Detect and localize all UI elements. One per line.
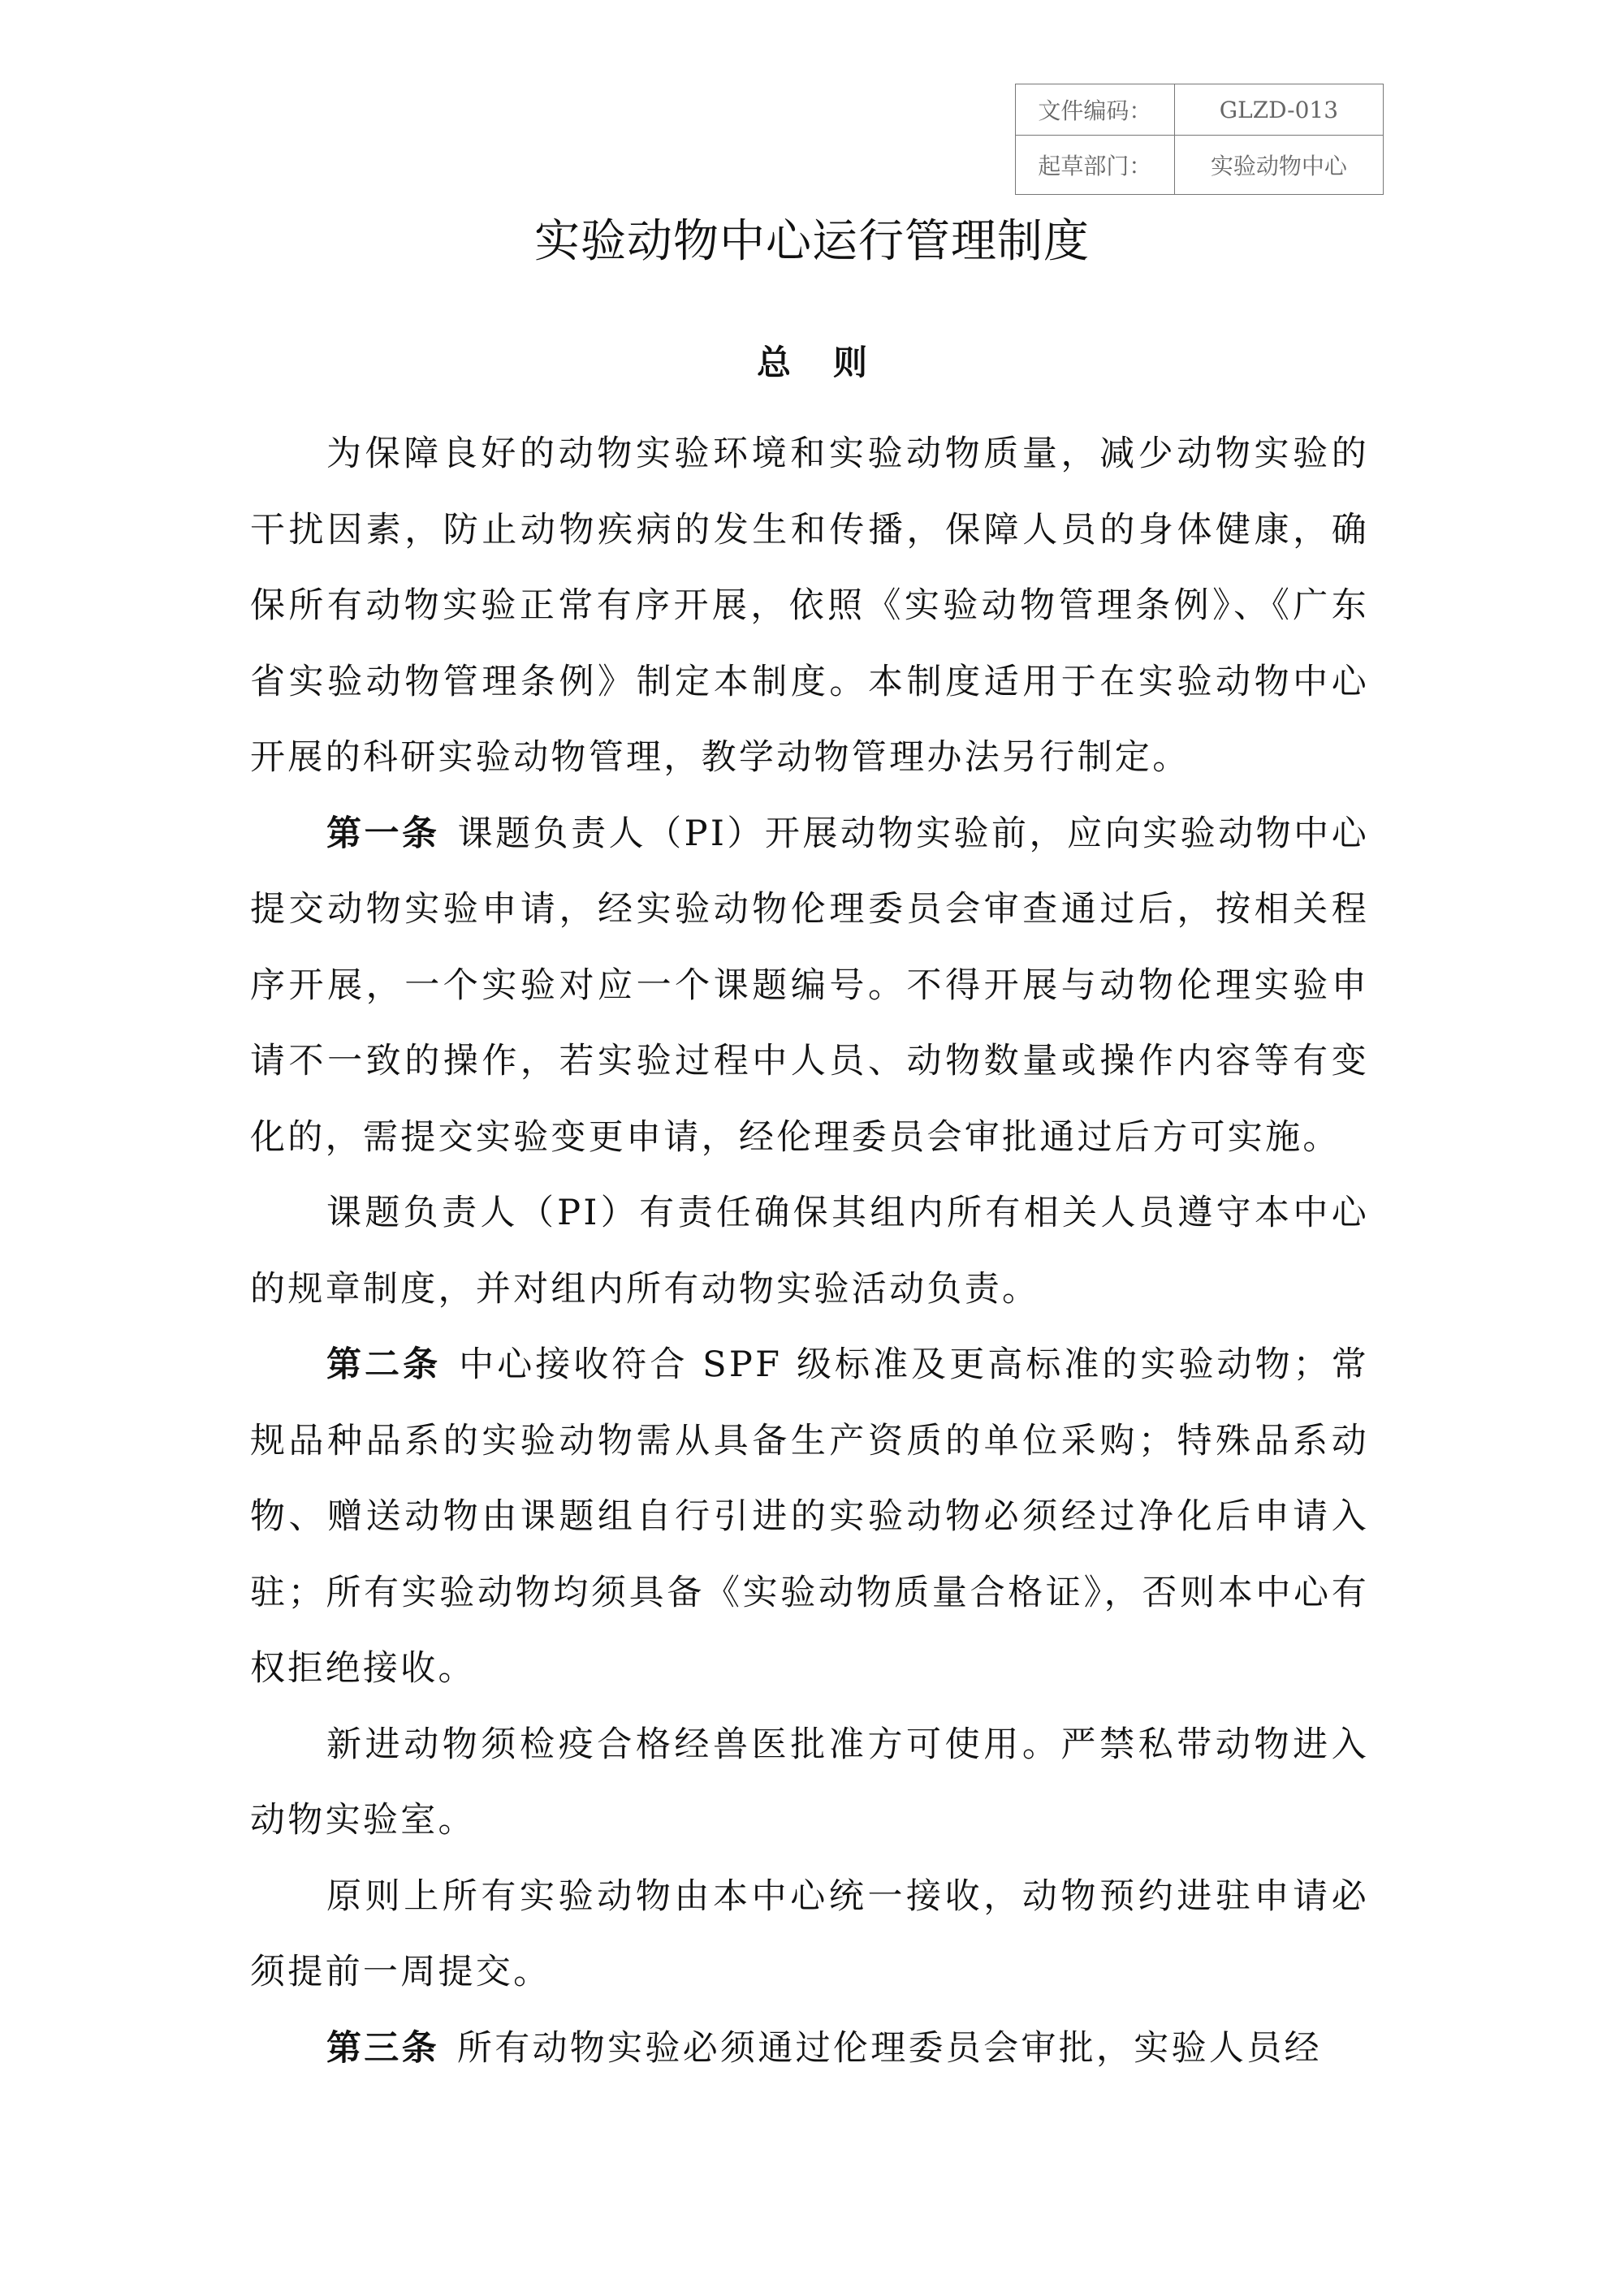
document-title: 实验动物中心运行管理制度 xyxy=(534,215,1090,268)
paragraph-article-1-part-2: 课题负责人（PI）有责任确保其组内所有相关人员遵守本中心的规章制度，并对组内所有动物实验活动负责。 xyxy=(250,1193,1369,1310)
meta-row-doc-code xyxy=(1016,84,1384,136)
article-1-label: 第一条 xyxy=(326,813,440,854)
article-1-text: 课题负责人（PI）开展动物实验前，应向实验动物中心提交动物实验申请，经实验动物伦理委员会审查通过后，按相关程序开展，一个实验对应一个课题编号。不得开展与动物伦理实验申请不一致的操作，若实验过程中人员、动物数量或操作内容等有变化的，需提交实验变更申请，经伦理委员会审批通过后方可实施。 xyxy=(250,813,1369,1158)
doc-code-value: GLZD-013 xyxy=(1174,84,1383,136)
section-heading-char-2: 则 xyxy=(833,343,868,382)
dept-value: 实验动物中心 xyxy=(1174,136,1383,195)
section-heading xyxy=(0,334,1624,391)
article-3-label: 第三条 xyxy=(326,2027,439,2069)
paragraph-intro: 为保障良好的动物实验环境和实验动物质量，减少动物实验的干扰因素，防止动物疾病的发生和传播，保障人员的身体健康，确保所有动物实验正常有序开展，依照《实验动物管理条例》、《广东省实验动物管理条例》制定本制度。本制度适用于在实验动物中心开展的科研实验动物管理，教学动物管理办法另行制定。 xyxy=(250,434,1369,778)
doc-code-label: 文件编码： xyxy=(1016,84,1175,136)
article-2-text: 中心接收符合 SPF 级标准及更高标准的实验动物；常规品种品系的实验动物需从具备生产资质的单位采购；特殊品系动物、赠送动物由课题组自行引进的实验动物必须经过净化后申请入驻；所有实验动物均须具备《实验动物质量合格证》，否则本中心有权拒绝接收。 xyxy=(250,1344,1369,1689)
article-2-label: 第二条 xyxy=(326,1344,442,1385)
dept-label: 起草部门： xyxy=(1016,136,1175,195)
paragraph-article-2-part-2: 新进动物须检疫合格经兽医批准方可使用。严禁私带动物进入动物实验室。 xyxy=(250,1724,1369,1841)
paragraph-article-1 xyxy=(250,796,1369,1176)
paragraph-article-3 xyxy=(250,2011,1369,2087)
paragraph-article-2 xyxy=(250,1327,1369,1707)
meta-row-dept xyxy=(1016,136,1384,195)
document-body xyxy=(250,416,1369,2087)
article-3-text: 所有动物实验必须通过伦理委员会审批，实验人员经 xyxy=(456,2027,1322,2069)
section-heading-char-1: 总 xyxy=(756,343,791,382)
document-meta-table xyxy=(1015,84,1384,195)
paragraph-article-2-part-3: 原则上所有实验动物由本中心统一接收，动物预约进驻申请必须提前一周提交。 xyxy=(250,1875,1369,1992)
